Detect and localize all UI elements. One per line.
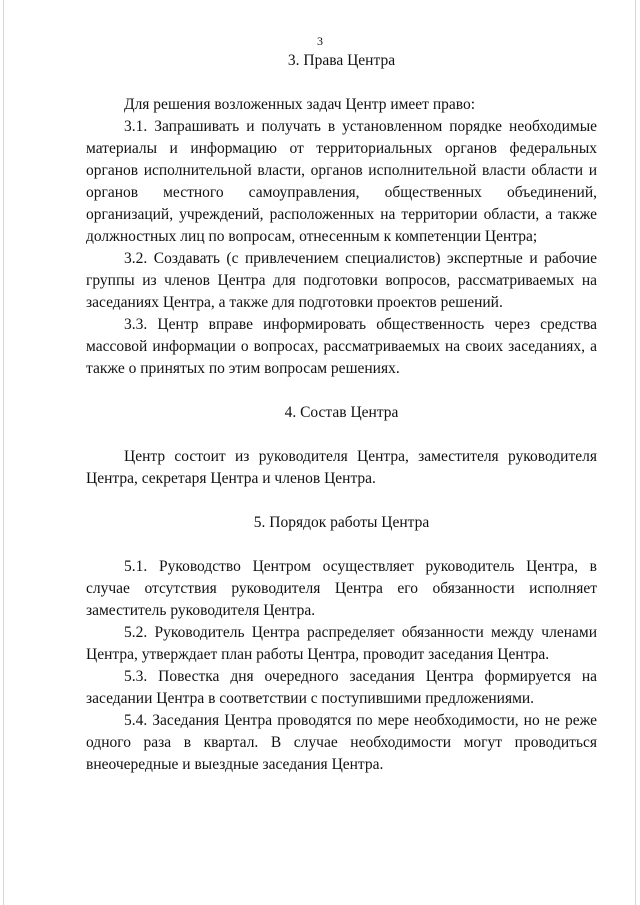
paragraph-3-1: 3.1. Запрашивать и получать в установленном порядке необходимые материалы и информацию от территориальных органов федеральных органов исполнительной власти, органов исполнительной власти области и органов местного самоуправления, общественных объединений, организаций, учреждений, расположенных на территории области, а также должностных лиц по вопросам, отнесенным к компетенции Центра; xyxy=(86,118,597,245)
paragraph-3-2: 3.2. Создавать (с привлечением специалистов) экспертные и рабочие группы из членов Центра для подготовки вопросов, рассматриваемых на заседаниях Центра, а также для подготовки проектов решений. xyxy=(86,250,597,311)
section-procedure xyxy=(86,512,597,776)
paragraph: Для решения возложенных задач Центр имеет право: xyxy=(124,96,476,113)
section-rights xyxy=(86,50,597,380)
paragraph-3-3: 3.3. Центр вправе информировать общественность через средства массовой информации о вопросах, рассматриваемых на своих заседаниях, а также о принятых по этим вопросам решениях. xyxy=(86,316,597,377)
paragraph-5-3: 5.3. Повестка дня очередного заседания Центра формируется на заседании Центра в соответствии с поступившими предложениями. xyxy=(86,668,597,707)
paragraph-5-1: 5.1. Руководство Центром осуществляет руководитель Центра, в случае отсутствия руководителя Центра его обязанности исполняет заместитель руководителя Центра. xyxy=(86,558,597,619)
page-edge-left xyxy=(3,0,4,905)
section-heading-rights: 3. Права Центра xyxy=(287,52,396,69)
section-heading-composition: 4. Состав Центра xyxy=(284,404,399,421)
paragraph-5-4: 5.4. Заседания Центра проводятся по мере необходимости, но не реже одного раза в квартал. В случае необходимости могут проводиться внеочередные и выездные заседания Центра. xyxy=(86,712,597,773)
paragraph-composition: Центр состоит из руководителя Центра, заместителя руководителя Центра, секретаря Центра и членов Центра. xyxy=(86,448,597,487)
paragraph-5-2: 5.2. Руководитель Центра распределяет обязанности между членами Центра, утверждает план работы Центра, проводит заседания Центра. xyxy=(86,624,597,663)
page-number: 3 xyxy=(317,34,323,48)
document-body xyxy=(86,50,597,776)
page-edge-right xyxy=(635,0,636,905)
section-heading-procedure: 5. Порядок работы Центра xyxy=(253,514,430,531)
section-composition xyxy=(86,402,597,490)
